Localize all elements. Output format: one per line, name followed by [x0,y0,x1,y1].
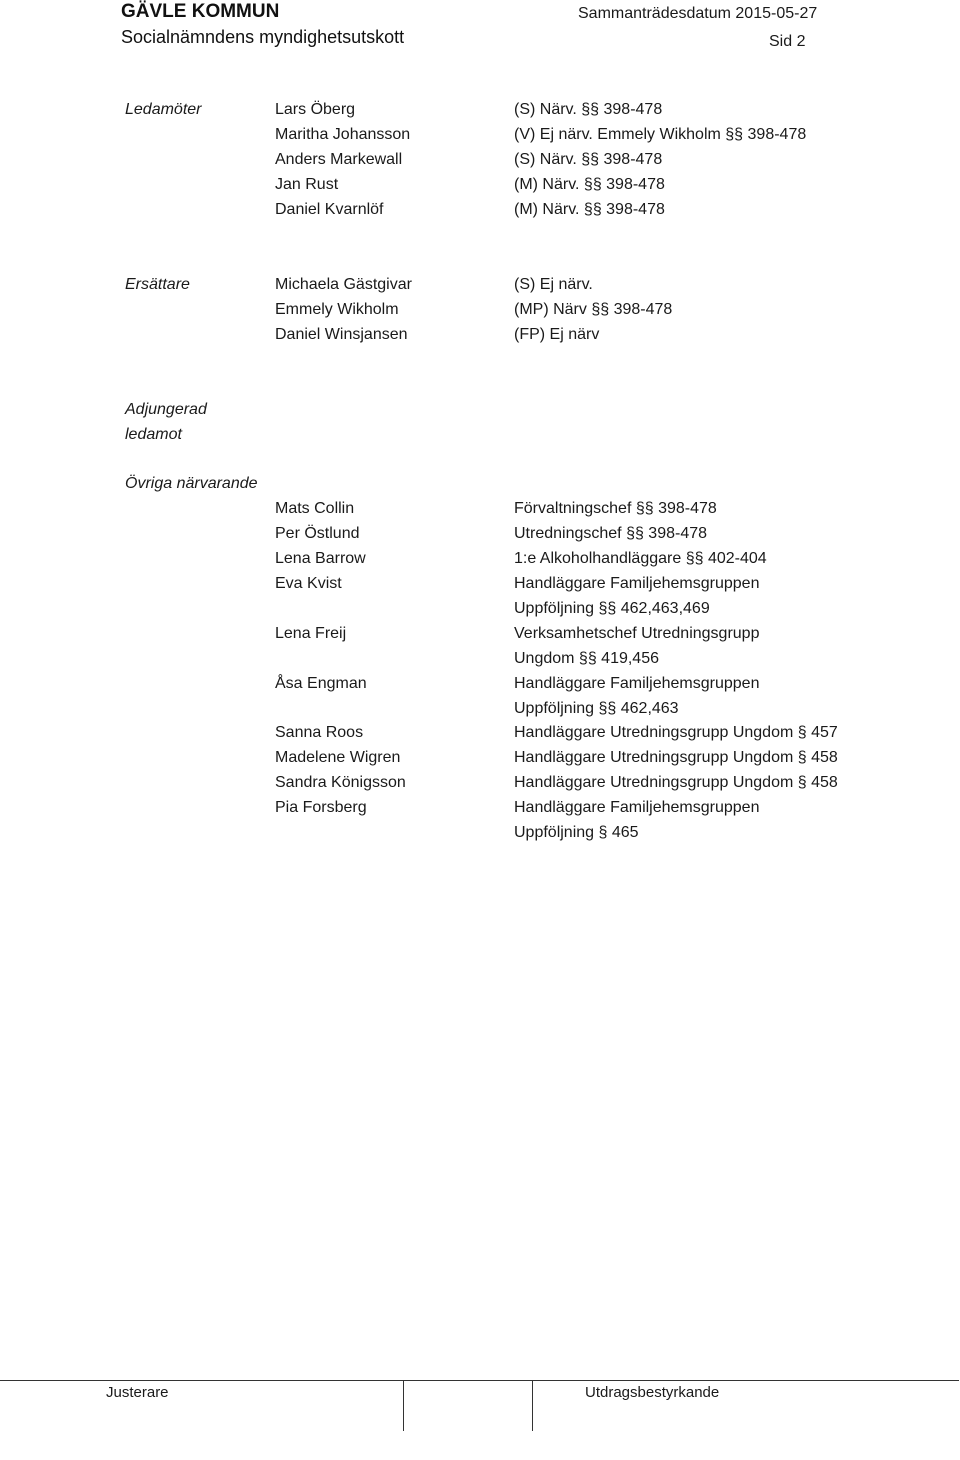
member-name: Jan Rust [275,176,339,193]
member-status: (M) Närv. §§ 398-478 [514,176,665,193]
section-heading-adjungerad-line2: ledamot [125,426,182,443]
section-heading-ovriga: Övriga närvarande [125,475,258,492]
attendee-role: Verksamhetschef Utredningsgrupp [514,625,760,642]
meeting-date: Sammanträdesdatum 2015-05-27 [578,5,818,22]
substitute-name: Daniel Winsjansen [275,326,408,343]
attendee-name: Sanna Roos [275,724,364,741]
member-name: Daniel Kvarnlöf [275,201,384,218]
section-heading-ledamoter: Ledamöter [125,101,202,118]
substitute-status: (MP) Närv §§ 398-478 [514,301,673,318]
attendee-name: Lena Barrow [275,550,366,567]
attendee-role: Ungdom §§ 419,456 [514,650,659,667]
attendee-role: Förvaltningschef §§ 398-478 [514,500,717,517]
member-name: Anders Markewall [275,151,403,168]
attendee-name: Lena Freij [275,625,347,642]
substitute-name: Emmely Wikholm [275,301,399,318]
member-status: (S) Närv. §§ 398-478 [514,151,663,168]
substitute-status: (FP) Ej närv [514,326,600,343]
section-heading-ersattare: Ersättare [125,276,190,293]
attendee-name: Eva Kvist [275,575,342,592]
member-status: (M) Närv. §§ 398-478 [514,201,665,218]
justerare-label: Justerare [106,1384,169,1401]
member-name: Lars Öberg [275,101,356,118]
attendee-name: Mats Collin [275,500,355,517]
attendee-name: Sandra Königsson [275,774,406,791]
attendee-role: Uppföljning § 465 [514,824,639,841]
substitute-status: (S) Ej närv. [514,276,593,293]
committee-name: Socialnämndens myndighetsutskott [121,27,405,47]
member-status: (V) Ej närv. Emmely Wikholm §§ 398-478 [514,126,807,143]
attendee-role: Uppföljning §§ 462,463 [514,700,679,717]
member-status: (S) Närv. §§ 398-478 [514,101,663,118]
attendee-name: Per Östlund [275,525,360,542]
attendee-name: Madelene Wigren [275,749,401,766]
page-number: Sid 2 [769,33,806,50]
footer-rule [0,1380,959,1381]
attendee-name: Åsa Engman [275,675,367,692]
substitute-name: Michaela Gästgivar [275,276,412,293]
attendee-role: Handläggare Utredningsgrupp Ungdom § 458 [514,774,838,791]
attendee-role: 1:e Alkoholhandläggare §§ 402-404 [514,550,767,567]
attendee-role: Handläggare Utredningsgrupp Ungdom § 458 [514,749,838,766]
footer-divider-1 [403,1381,404,1431]
attendee-role: Handläggare Utredningsgrupp Ungdom § 457 [514,724,838,741]
attendee-role: Utredningschef §§ 398-478 [514,525,708,542]
attendee-role: Handläggare Familjehemsgruppen [514,799,760,816]
footer-divider-2 [532,1381,533,1431]
attendee-role: Uppföljning §§ 462,463,469 [514,600,710,617]
member-name: Maritha Johansson [275,126,411,143]
attendee-role: Handläggare Familjehemsgruppen [514,575,760,592]
utdragsbestyrkande-label: Utdragsbestyrkande [585,1384,720,1401]
section-heading-adjungerad: Adjungerad [125,401,207,418]
organization-name: GÄVLE KOMMUN [121,1,280,22]
attendee-role: Handläggare Familjehemsgruppen [514,675,760,692]
attendee-name: Pia Forsberg [275,799,367,816]
